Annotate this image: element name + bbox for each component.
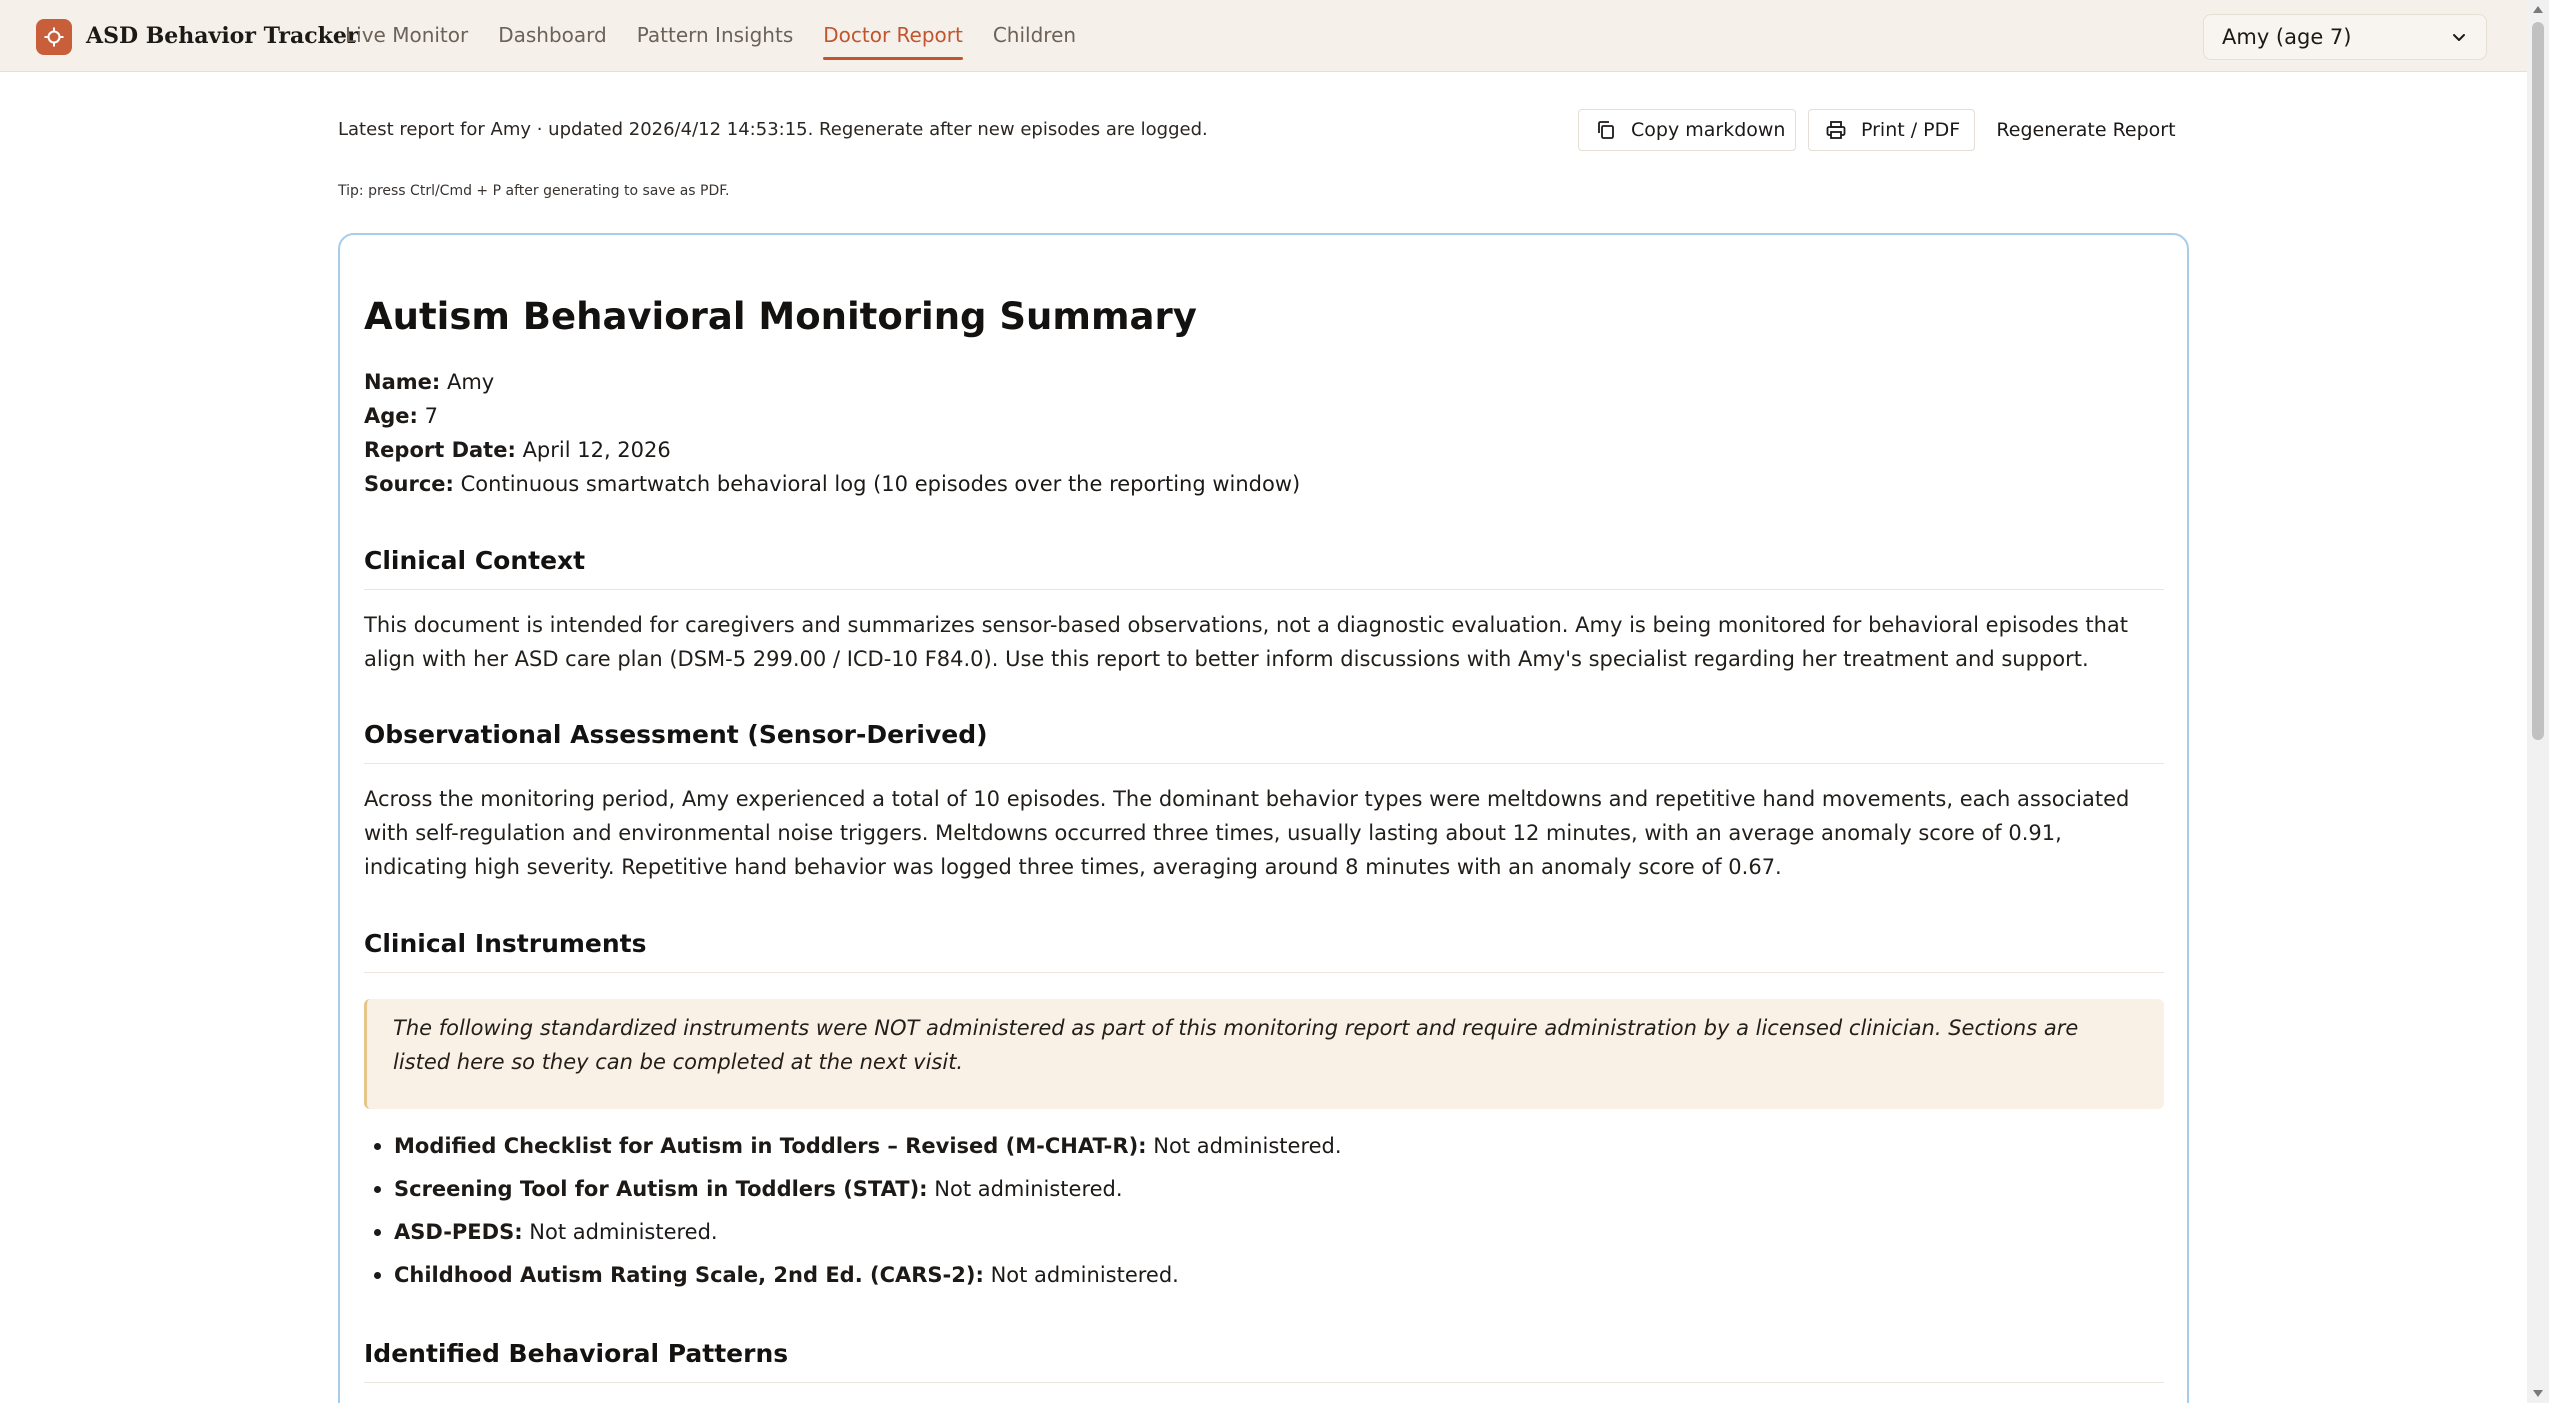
- report-status-text: Latest report for Amy · updated 2026/4/12 14:53:15. Regenerate after new episodes are logged.: [338, 119, 1208, 140]
- meta-name: [364, 365, 494, 399]
- instrument-name: Screening Tool for Autism in Toddlers (STAT):: [394, 1177, 928, 1201]
- meta-report-date: [364, 433, 671, 467]
- copy-icon: [1595, 119, 1617, 141]
- section-heading-clinical-context: Clinical Context: [364, 546, 2164, 590]
- section-heading-observational-assessment: Observational Assessment (Sensor-Derived): [364, 720, 2164, 764]
- instrument-status: Not administered.: [990, 1263, 1179, 1287]
- nav-live-monitor[interactable]: Live Monitor: [345, 23, 469, 47]
- child-selector-value: Amy (age 7): [2222, 25, 2352, 49]
- instrument-name: Modified Checklist for Autism in Toddlers – Revised (M-CHAT-R):: [394, 1134, 1147, 1158]
- meta-key: Age:: [364, 404, 418, 428]
- main-nav: [345, 0, 1106, 72]
- nav-doctor-report[interactable]: Doctor Report: [823, 0, 963, 72]
- printer-icon: [1825, 119, 1847, 141]
- nav-children[interactable]: Children: [992, 23, 1077, 47]
- copy-markdown-button[interactable]: [1578, 109, 1796, 151]
- section-text-observational-assessment: Across the monitoring period, Amy experienced a total of 10 episodes. The dominant behavior types were meltdowns and repetitive hand movements, each associated with self-regulation and environmental noise triggers. Meltdowns occurred three times, usually lasting about 12 minutes, with an average anomaly score of 0.91, indicating high severity. Repetitive hand behavior was logged three times, averaging around 8 minutes with an anomaly score of 0.67.: [364, 787, 2130, 879]
- instrument-status: Not administered.: [934, 1177, 1123, 1201]
- meta-value: 7: [424, 404, 438, 428]
- chevron-down-icon: [2450, 28, 2468, 46]
- print-pdf-label: Print / PDF: [1861, 119, 1961, 141]
- scroll-thumb[interactable]: [2532, 22, 2544, 740]
- nav-pattern-insights[interactable]: Pattern Insights: [636, 23, 794, 47]
- meta-value: Continuous smartwatch behavioral log (10 episodes over the reporting window): [460, 472, 1301, 496]
- meta-value: April 12, 2026: [522, 438, 671, 462]
- print-tip-text: Tip: press Ctrl/Cmd + P after generating to save as PDF.: [338, 183, 730, 199]
- meta-key: Name:: [364, 370, 441, 394]
- child-selector-dropdown[interactable]: [2203, 14, 2487, 60]
- scroll-down-arrow-icon[interactable]: [2533, 1390, 2543, 1397]
- app-logo-icon[interactable]: [36, 19, 72, 55]
- copy-markdown-label: Copy markdown: [1631, 119, 1786, 141]
- report-title: Autism Behavioral Monitoring Summary: [364, 295, 1197, 338]
- meta-value: Amy: [446, 370, 495, 394]
- section-heading-clinical-instruments: Clinical Instruments: [364, 929, 2164, 973]
- list-item: [394, 1258, 2154, 1292]
- app-title: ASD Behavior Tracker: [86, 23, 359, 49]
- scroll-up-arrow-icon[interactable]: [2533, 6, 2543, 13]
- page-scrollbar[interactable]: [2527, 0, 2549, 1403]
- nav-dashboard[interactable]: Dashboard: [498, 23, 607, 47]
- list-item: [394, 1129, 2154, 1163]
- instrument-name: ASD-PEDS:: [394, 1220, 523, 1244]
- meta-age: [364, 399, 438, 433]
- meta-key: Source:: [364, 472, 454, 496]
- regenerate-report-button[interactable]: Regenerate Report: [1996, 119, 2176, 141]
- instrument-list: [394, 1129, 2154, 1301]
- instrument-name: Childhood Autism Rating Scale, 2nd Ed. (CARS-2):: [394, 1263, 984, 1287]
- meta-source: [364, 467, 1300, 501]
- instrument-status: Not administered.: [529, 1220, 718, 1244]
- not-administered-callout: The following standardized instruments were NOT administered as part of this monitoring report and require administration by a licensed clinician. Sections are listed here so they can be completed at the next visit.: [364, 999, 2164, 1109]
- list-item: [394, 1215, 2154, 1249]
- print-pdf-button[interactable]: [1808, 109, 1975, 151]
- top-nav-bar: [0, 0, 2527, 72]
- list-item: [394, 1172, 2154, 1206]
- section-text-clinical-context: This document is intended for caregivers and summarizes sensor-based observations, not a diagnostic evaluation. Amy is being monitored for behavioral episodes that align with her ASD care plan (DSM-5 299.00 / ICD-10 F84.0). Use this report to better inform discussions with Amy's specialist regarding her treatment and support.: [364, 613, 2129, 671]
- report-card: [338, 233, 2189, 1403]
- meta-key: Report Date:: [364, 438, 516, 462]
- instrument-status: Not administered.: [1153, 1134, 1342, 1158]
- section-heading-behavioral-patterns: Identified Behavioral Patterns: [364, 1339, 2164, 1383]
